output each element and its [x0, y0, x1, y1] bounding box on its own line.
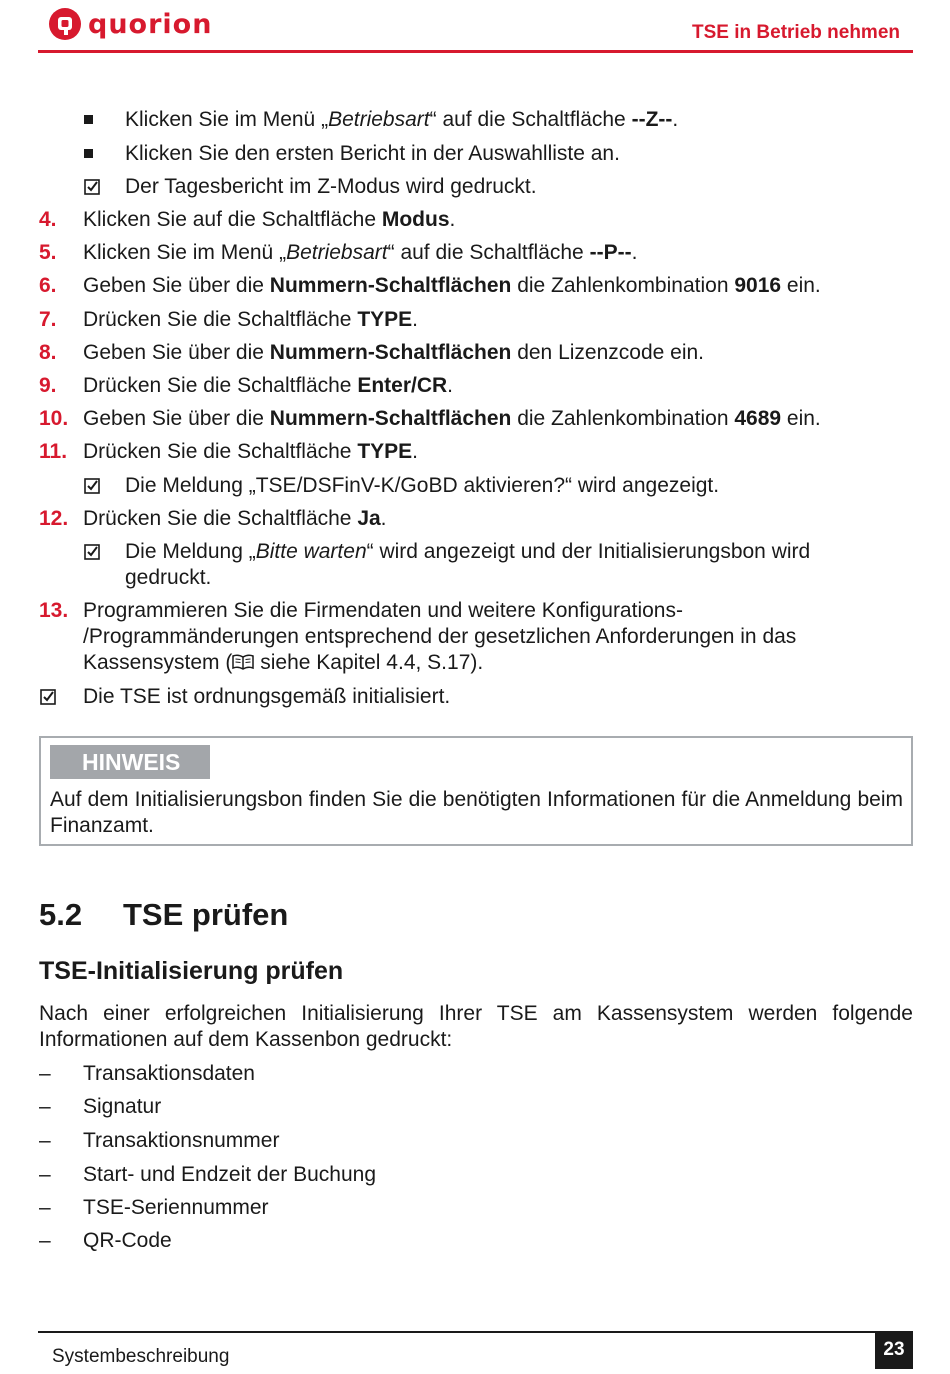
- note-text: Auf dem Initialisierungsbon finden Sie die benötigten Informationen für die Anmeldung beim Finanzamt.: [50, 788, 903, 837]
- step-number: 9.: [39, 374, 57, 397]
- list-item: Transaktionsdaten: [83, 1062, 255, 1085]
- step-number: 13.: [39, 599, 69, 622]
- footer-title: Systembeschreibung: [52, 1346, 230, 1367]
- step-number: 5.: [39, 241, 57, 264]
- square-bullet-icon: [84, 149, 93, 158]
- step-text: Klicken Sie auf die Schaltfläche Modus.: [83, 208, 456, 231]
- step-text: Geben Sie über die Nummern-Schaltflächen den Lizenzcode ein.: [83, 341, 704, 364]
- step-number: 10.: [39, 407, 69, 430]
- result-line: Der Tagesbericht im Z-Modus wird gedruckt.: [125, 175, 537, 198]
- section-number: 5.2: [39, 897, 83, 932]
- intro-paragraph: Nach einer erfolgreichen Initialisierung Ihrer TSE am Kassensystem werden folgende Informationen auf dem Kassenbon gedruckt:: [39, 1002, 913, 1051]
- dash-bullet: –: [39, 1129, 51, 1152]
- step-text: Klicken Sie im Menü „Betriebsart“ auf die Schaltfläche --P--.: [83, 241, 638, 264]
- checkbox-checked-icon: [84, 179, 100, 195]
- final-result-line: Die TSE ist ordnungsgemäß initialisiert.: [83, 685, 451, 708]
- square-bullet-icon: [84, 115, 93, 124]
- page-number: 23: [875, 1333, 913, 1369]
- step-text: Drücken Sie die Schaltfläche Enter/CR.: [83, 374, 454, 397]
- step-text: Drücken Sie die Schaltfläche TYPE.: [83, 308, 419, 331]
- checkbox-checked-icon: [84, 544, 100, 560]
- substep-line: Klicken Sie den ersten Bericht in der Auswahlliste an.: [125, 142, 620, 165]
- section-heading: [39, 896, 288, 934]
- step-text: Drücken Sie die Schaltfläche Ja.: [83, 507, 387, 530]
- step-number: 4.: [39, 208, 57, 231]
- result-line: Die Meldung „Bitte warten“ wird angezeigt und der Initialisierungsbon wird: [125, 540, 811, 563]
- step-text: Geben Sie über die Nummern-Schaltflächen die Zahlenkombination 4689 ein.: [83, 407, 821, 430]
- step-text-continued: /Programmänderungen entsprechend der gesetzlichen Anforderungen in das: [83, 625, 797, 648]
- logo-wordmark: quorion: [88, 8, 213, 40]
- step-text: Geben Sie über die Nummern-Schaltflächen die Zahlenkombination 9016 ein.: [83, 274, 821, 297]
- step-text: Drücken Sie die Schaltfläche TYPE.: [83, 440, 419, 463]
- step-number: 8.: [39, 341, 57, 364]
- step-number: 6.: [39, 274, 57, 297]
- section-title: TSE prüfen: [123, 897, 289, 932]
- list-item: QR-Code: [83, 1229, 172, 1252]
- dash-bullet: –: [39, 1062, 51, 1085]
- dash-bullet: –: [39, 1095, 51, 1118]
- step-number: 12.: [39, 507, 69, 530]
- header-divider: [38, 50, 913, 53]
- step-number: 11.: [39, 440, 68, 463]
- result-line: Die Meldung „TSE/DSFinV-K/GoBD aktivieren?“ wird angezeigt.: [125, 474, 720, 497]
- step-number: 7.: [39, 308, 57, 331]
- quorion-logo: [48, 7, 212, 41]
- list-item: Signatur: [83, 1095, 162, 1118]
- list-item: Start- und Endzeit der Buchung: [83, 1163, 377, 1186]
- list-item: Transaktionsnummer: [83, 1129, 280, 1152]
- footer-divider: [38, 1331, 913, 1333]
- checkbox-checked-icon: [40, 689, 56, 705]
- book-reference-icon: [232, 654, 254, 670]
- dash-bullet: –: [39, 1229, 51, 1252]
- dash-bullet: –: [39, 1196, 51, 1219]
- step-text: Programmieren Sie die Firmendaten und weitere Konfigurations-: [83, 599, 683, 622]
- note-label: HINWEIS: [50, 745, 210, 779]
- step-text-continued: Kassensystem ( siehe Kapitel 4.4, S.17).: [83, 651, 484, 674]
- dash-bullet: –: [39, 1163, 51, 1186]
- substep-line: Klicken Sie im Menü „Betriebsart“ auf die Schaltfläche --Z--.: [125, 108, 679, 131]
- checkbox-checked-icon: [84, 478, 100, 494]
- result-line-continued: gedruckt.: [125, 566, 212, 589]
- page-header-title: TSE in Betrieb nehmen: [692, 22, 900, 43]
- subsection-heading: TSE-Initialisierung prüfen: [39, 957, 344, 985]
- quorion-logo-icon: [48, 7, 82, 41]
- list-item: TSE-Seriennummer: [83, 1196, 269, 1219]
